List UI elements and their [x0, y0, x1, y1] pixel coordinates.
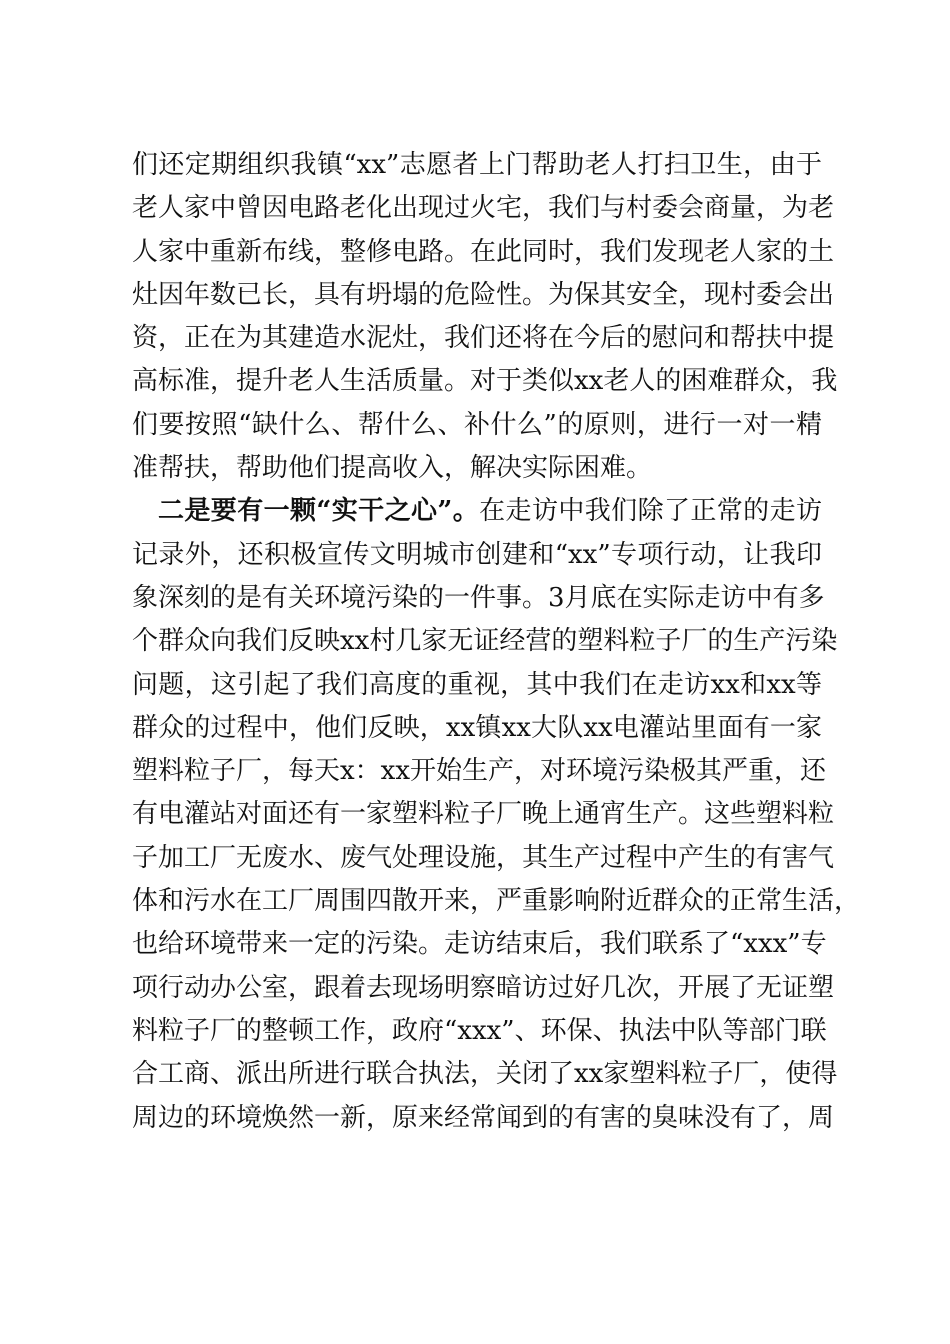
- text-line-lead: [132, 490, 822, 533]
- text-line: 周边的环境焕然一新，原来经常闻到的有害的臭味没有了，周: [132, 1102, 835, 1133]
- text-line: 象深刻的是有关环境污染的一件事。3月底在实际走访中有多: [132, 582, 825, 613]
- text-line: 人家中重新布线，整修电路。在此同时，我们发现老人家的土: [132, 236, 835, 267]
- text-line: 个群众向我们反映xx村几家无证经营的塑料粒子厂的生产污染: [132, 626, 838, 657]
- paragraph-lead-heading: 二是要有一颗“实干之心”。: [158, 496, 480, 527]
- text-line: 也给环境带来一定的污染。走访结束后，我们联系了“xxx”专: [132, 929, 827, 960]
- text-line: 子加工厂无废水、废气处理设施，其生产过程中产生的有害气: [132, 842, 835, 873]
- text-line: 体和污水在工厂周围四散开来，严重影响附近群众的正常生活，: [132, 886, 861, 917]
- text-line: 灶因年数已长，具有坍塌的危险性。为保其安全，现村委会出: [132, 279, 835, 310]
- text-line: 老人家中曾因电路老化出现过火宅，我们与村委会商量，为老: [132, 193, 835, 224]
- paragraph-2: [132, 490, 861, 1139]
- text-line: 资，正在为其建造水泥灶，我们还将在今后的慰问和帮扶中提: [132, 323, 835, 354]
- text-line: 群众的过程中，他们反映，xx镇xx大队xx电灌站里面有一家: [132, 712, 822, 743]
- text-line: 高标准，提升老人生活质量。对于类似xx老人的困难群众，我: [132, 366, 838, 397]
- text-line: 问题，这引起了我们高度的重视，其中我们在走访xx和xx等: [132, 669, 822, 700]
- text-line: 合工商、派出所进行联合执法，关闭了xx家塑料粒子厂，使得: [132, 1059, 838, 1090]
- text-line: 项行动办公室，跟着去现场明察暗访过好几次，开展了无证塑: [132, 972, 835, 1003]
- text-line: 们还定期组织我镇“xx”志愿者上门帮助老人打扫卫生，由于: [132, 150, 822, 180]
- text-line: 料粒子厂的整顿工作，政府“xxx”、环保、执法中队等部门联: [132, 1015, 827, 1046]
- text-line: 们要按照“缺什么、帮什么、补什么”的原则，进行一对一精: [132, 409, 822, 440]
- text-line-rest: 在走访中我们除了正常的走访: [479, 496, 822, 527]
- text-line: 塑料粒子厂，每天x：xx开始生产，对环境污染极其严重，还: [132, 756, 826, 787]
- text-line: 有电灌站对面还有一家塑料粒子厂晚上通宵生产。这些塑料粒: [132, 799, 835, 830]
- paragraph-1: [132, 144, 838, 490]
- text-line: 准帮扶，帮助他们提高收入，解决实际困难。: [132, 453, 653, 484]
- document-body: [132, 144, 861, 1140]
- text-line: 记录外，还积极宣传文明城市创建和“xx”专项行动，让我印: [132, 539, 822, 570]
